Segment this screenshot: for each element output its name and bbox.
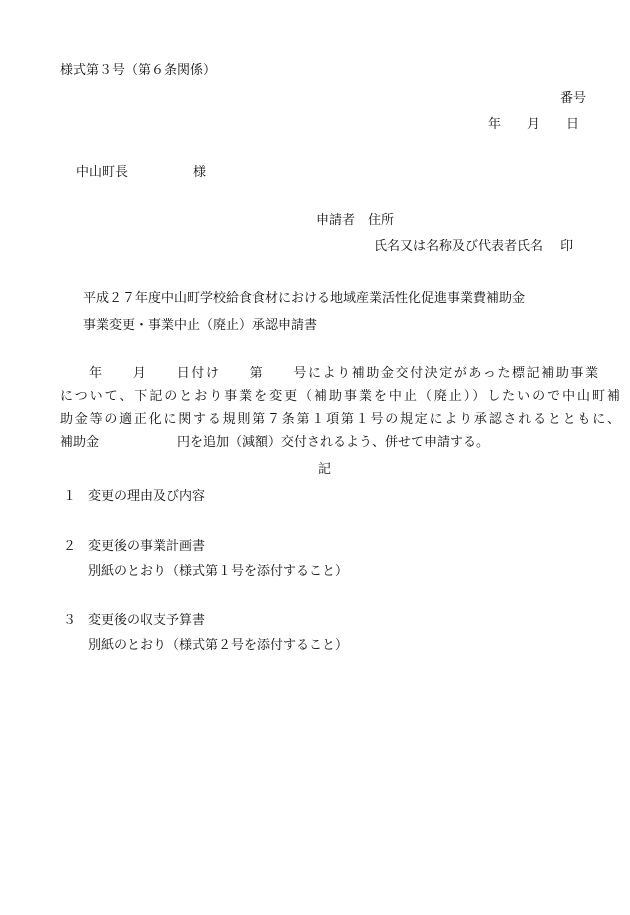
item-2-heading: 変更後の事業計画書 (88, 539, 206, 554)
item-1-heading: 変更の理由及び内容 (88, 489, 206, 504)
document-title-line-2: 事業変更・事業中止（廃止）承認申請書 (83, 318, 318, 333)
ki-heading: 記 (318, 462, 332, 477)
addressee: 中山町長 様 (76, 165, 207, 180)
body-line-4: 補助金 円を追加（減額）交付されるよう、併せて申請する。 (60, 435, 490, 450)
item-3-heading: 変更後の収支予算書 (88, 613, 206, 628)
item-2-detail: 別紙のとおり（様式第１号を添付すること） (88, 564, 349, 579)
applicant-address-line: 申請者 住所 (316, 213, 395, 228)
item-1-number: １ (63, 489, 77, 504)
document-number-label: 番号 (560, 91, 587, 106)
body-line-3: 助金等の適正化に関する規則第７条第１項第１号の規定により承認されるとともに、 (60, 412, 620, 427)
body-line-2: について、下記のとおり事業を変更（補助事業を中止（廃止））したいので中山町補 (60, 389, 620, 404)
date-line: 年 月 日 (488, 117, 580, 132)
item-3-detail: 別紙のとおり（様式第２号を添付すること） (88, 638, 349, 653)
body-line-1: 年 月 日付け 第 号により補助金交付決定があった標記補助事業 (60, 366, 598, 381)
item-3-number: ３ (63, 613, 77, 628)
applicant-name-line: 氏名又は名称及び代表者氏名 印 (374, 239, 574, 254)
form-number: 様式第３号（第６条関係） (60, 63, 217, 78)
document-title-line-1: 平成２７年度中山町学校給食食材における地域産業活性化促進事業費補助金 (83, 291, 526, 306)
item-2-number: ２ (63, 539, 77, 554)
